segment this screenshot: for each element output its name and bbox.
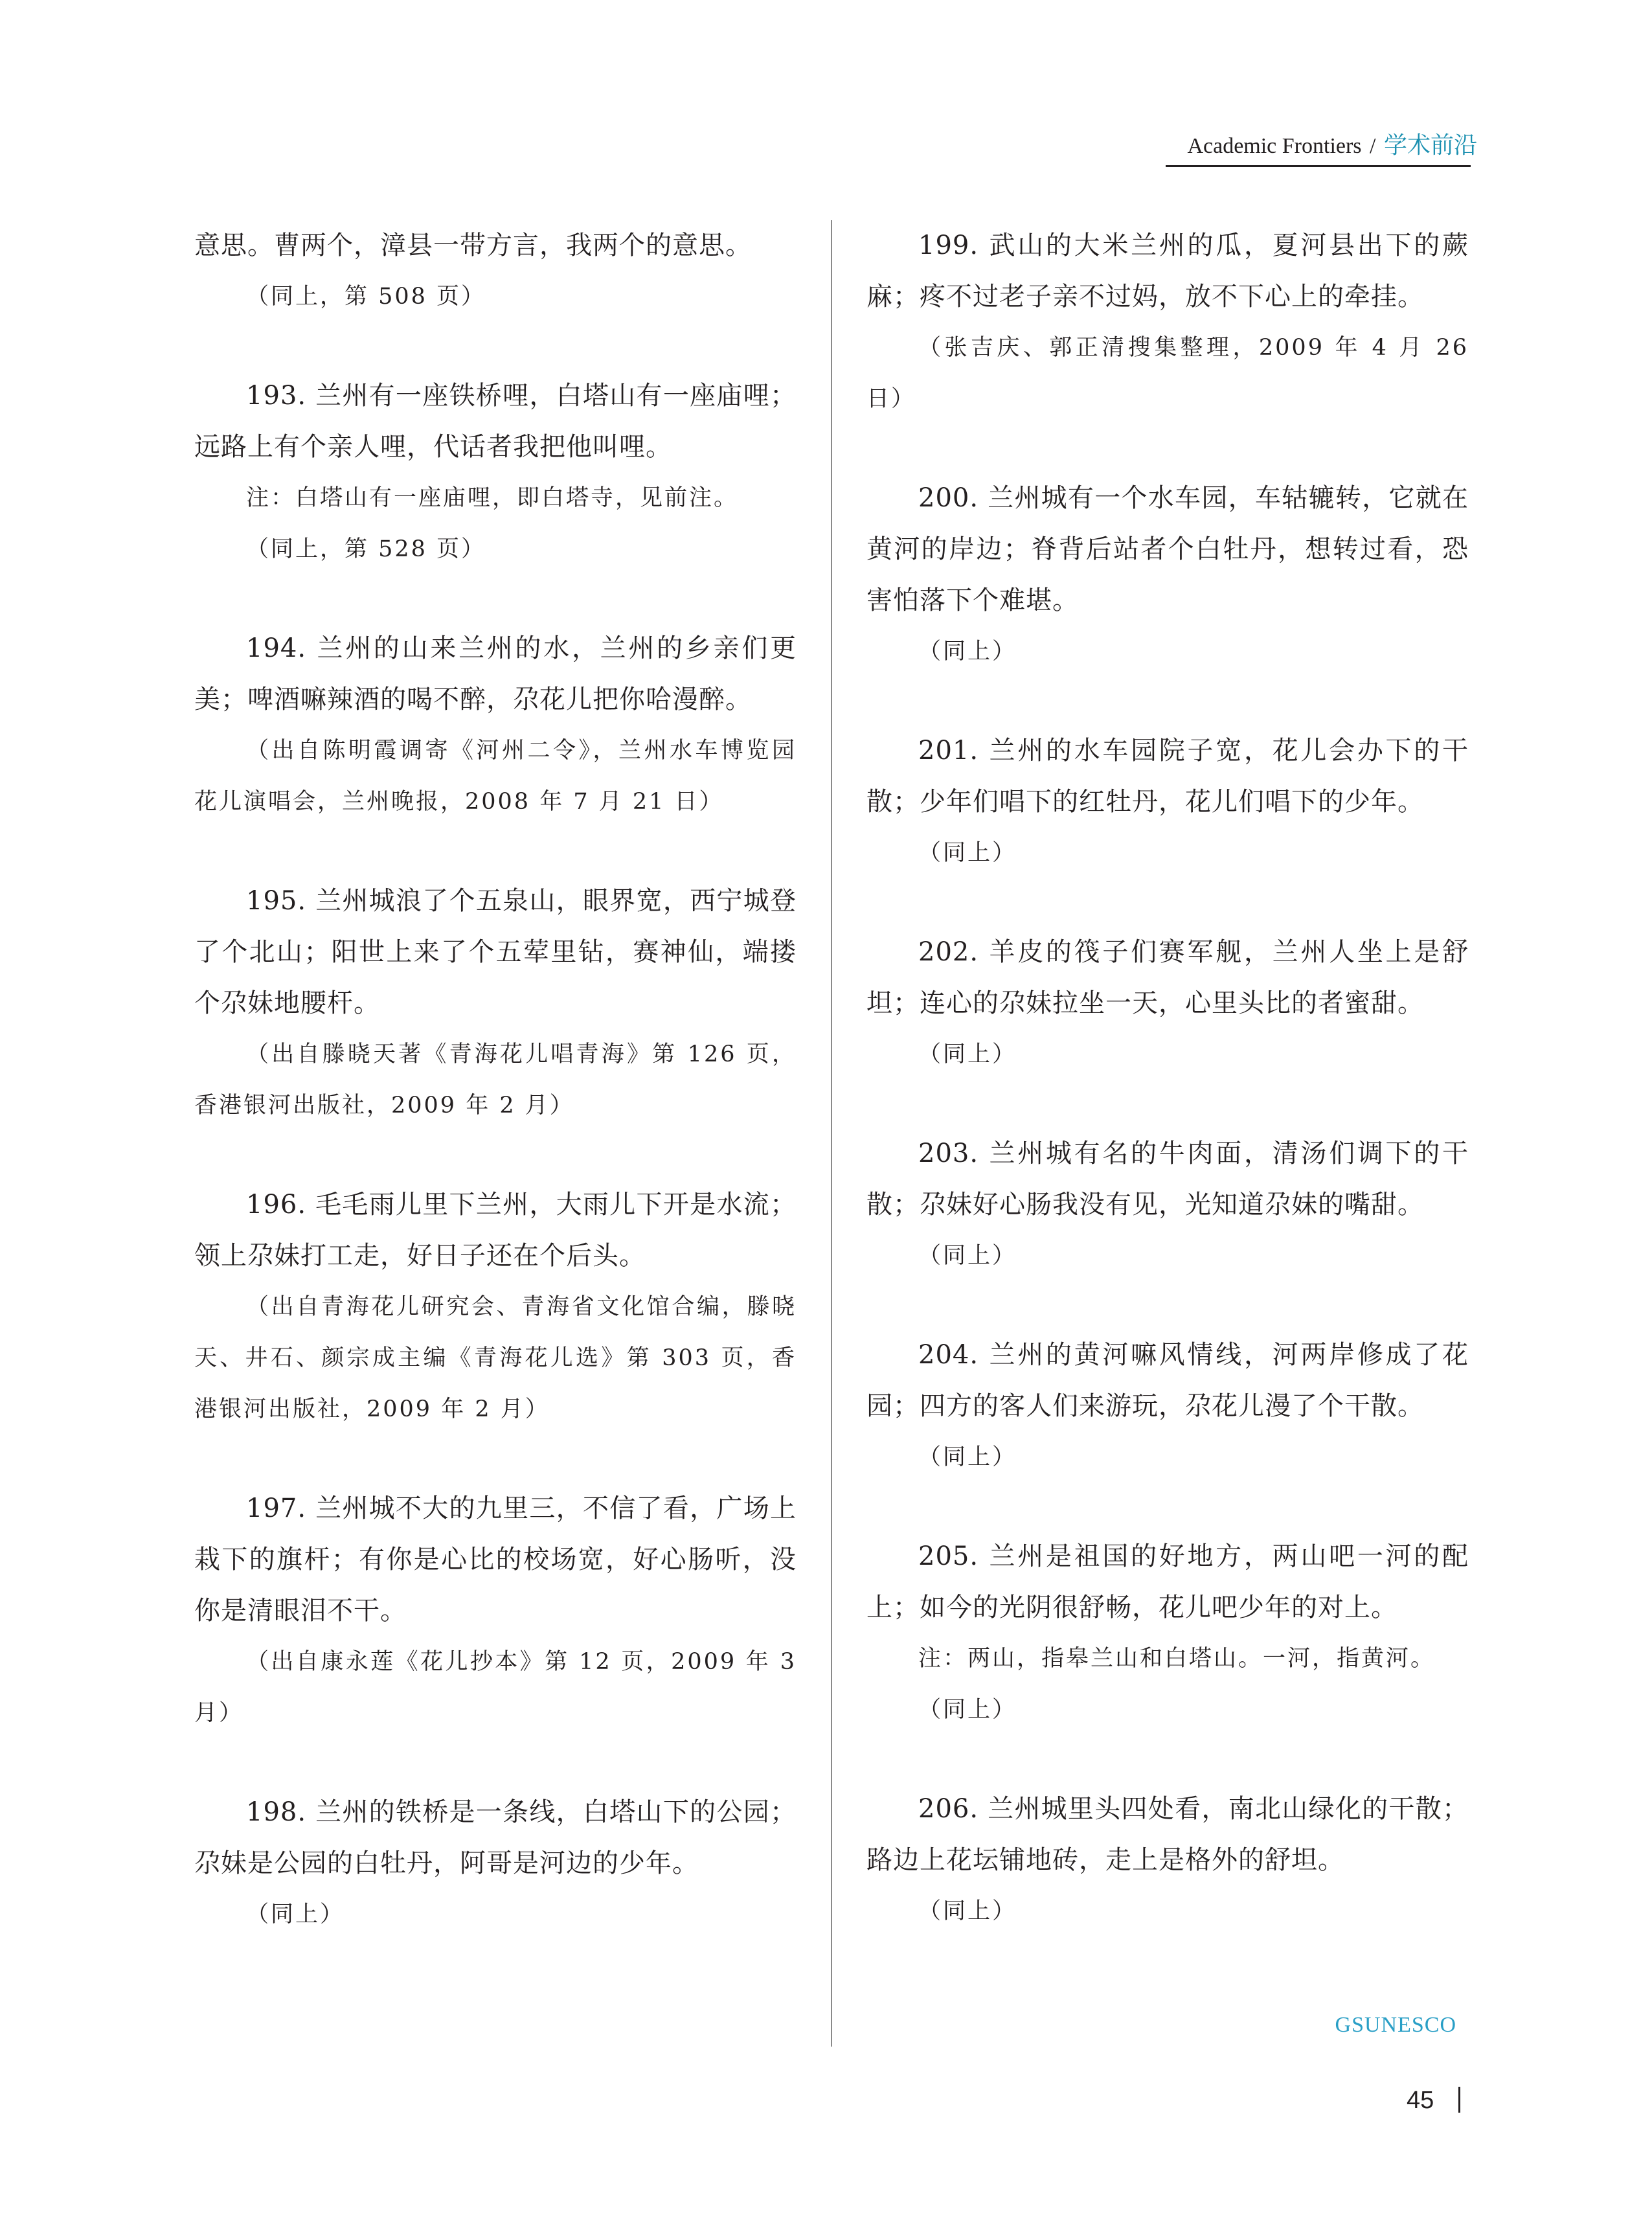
entry-verse: 200. 兰州城有一个水车园，车轱辘转，它就在黄河的岸边；脊背后站者个白牡丹，想转过看，恐害怕落下个难堪。	[866, 483, 1469, 615]
entry-source: （同上）	[918, 1898, 1017, 1924]
entry-source: （同上）	[246, 1902, 345, 1927]
entry-verse: 205. 兰州是祖国的好地方，两山吧一河的配上；如今的光阴很舒畅，花儿吧少年的对上。	[866, 1541, 1469, 1622]
entry-verse: 196. 毛毛雨儿里下兰州，大雨儿下开是水流；领上尕妹打工走，好日子还在个后头。	[194, 1190, 797, 1271]
entry-206	[866, 1784, 1469, 1937]
header-rule	[1166, 165, 1471, 167]
entry-203	[866, 1128, 1469, 1282]
entry-source: （出自陈明霞调寄《河州二令》，兰州水车博览园花儿演唱会，兰州晚报，2008 年 7 月 21 日）	[194, 738, 797, 815]
right-column	[866, 220, 1469, 1985]
column-divider	[831, 220, 832, 2047]
entry-verse: 197. 兰州城不大的九里三，不信了看，广场上栽下的旗杆；有你是心比的校场宽，好心肠听，没你是清眼泪不干。	[194, 1493, 797, 1626]
entry-verse: 206. 兰州城里头四处看，南北山绿化的干散；路边上花坛铺地砖，走上是格外的舒坦。	[866, 1794, 1469, 1875]
entry-verse: 202. 羊皮的筏子们赛军舰，兰州人坐上是舒坦；连心的尕妹拉坐一天，心里头比的者蜜甜。	[866, 937, 1469, 1018]
entry-source: （同上）	[918, 639, 1017, 664]
entry-note: 注：白塔山有一座庙哩，即白塔寺，见前注。	[246, 485, 739, 511]
entry-197	[194, 1483, 797, 1739]
entry-verse: 199. 武山的大米兰州的瓜，夏河县出下的蕨麻；疼不过老子亲不过妈，放不下心上的牵挂。	[866, 231, 1469, 312]
entry-verse: 195. 兰州城浪了个五泉山，眼界宽，西宁城登了个北山；阳世上来了个五荤里钻，赛神仙，端搂个尕妹地腰杆。	[194, 886, 797, 1018]
entry-202	[866, 927, 1469, 1080]
footer-brand: GSUNESCO	[1335, 2013, 1456, 2037]
entry-verse: 194. 兰州的山来兰州的水，兰州的乡亲们更美；啤酒嘛辣酒的喝不醉，尕花儿把你哈漫醉。	[194, 633, 797, 714]
entry-source: （同上）	[918, 1243, 1017, 1269]
entry-verse: 193. 兰州有一座铁桥哩，白塔山有一座庙哩；远路上有个亲人哩，代话者我把他叫哩。	[194, 381, 797, 462]
entry-195	[194, 876, 797, 1131]
entry-200	[866, 473, 1469, 677]
entry-201	[866, 725, 1469, 879]
left-column	[194, 220, 797, 1988]
entry-source: （同上）	[918, 1697, 1017, 1723]
journal-section-english: Academic Frontiers	[1187, 134, 1362, 158]
entry-source: （同上，第 528 页）	[246, 536, 486, 562]
continued-entry	[194, 220, 797, 323]
header-separator: /	[1370, 134, 1376, 158]
entry-205	[866, 1531, 1469, 1736]
entry-source: （出自青海花儿研究会、青海省文化馆合编，滕晓天、井石、颜宗成主编《青海花儿选》第 303 页，香港银河出版社，2009 年 2 月）	[194, 1294, 797, 1422]
entry-source: （同上，第 508 页）	[246, 284, 486, 310]
entry-verse: 201. 兰州的水车园院子宽，花儿会办下的干散；少年们唱下的红牡丹，花儿们唱下的少年。	[866, 736, 1469, 817]
entry-196	[194, 1179, 797, 1435]
continued-note-text: 意思。曹两个，漳县一带方言，我两个的意思。	[194, 231, 752, 260]
running-header	[1187, 127, 1477, 160]
entry-source: （同上）	[918, 1444, 1017, 1470]
entry-source: （出自康永莲《花儿抄本》第 12 页，2009 年 3 月）	[194, 1649, 797, 1726]
entry-source: （同上）	[918, 840, 1017, 866]
journal-section-chinese: 学术前沿	[1383, 132, 1477, 159]
entry-194	[194, 623, 797, 828]
entry-204	[866, 1330, 1469, 1483]
entry-198	[194, 1787, 797, 1940]
entry-source: （出自滕晓天著《青海花儿唱青海》第 126 页，香港银河出版社，2009 年 2 月）	[194, 1041, 797, 1119]
entry-source: （张吉庆、郭正清搜集整理，2009 年 4 月 26 日）	[866, 335, 1469, 412]
entry-193	[194, 370, 797, 575]
entry-verse: 204. 兰州的黄河嘛风情线，河两岸修成了花园；四方的客人们来游玩，尕花儿漫了个干散。	[866, 1340, 1469, 1421]
entry-199	[866, 220, 1469, 425]
page-number-rule	[1458, 2087, 1460, 2113]
entry-source: （同上）	[918, 1041, 1017, 1067]
entry-note: 注：两山，指皋兰山和白塔山。一河，指黄河。	[918, 1646, 1436, 1672]
entry-verse: 198. 兰州的铁桥是一条线，白塔山下的公园；尕妹是公园的白牡丹，阿哥是河边的少年。	[194, 1797, 797, 1878]
entry-verse: 203. 兰州城有名的牛肉面，清汤们调下的干散；尕妹好心肠我没有见，光知道尕妹的嘴甜。	[866, 1139, 1469, 1220]
page-number: 45	[1407, 2087, 1434, 2114]
